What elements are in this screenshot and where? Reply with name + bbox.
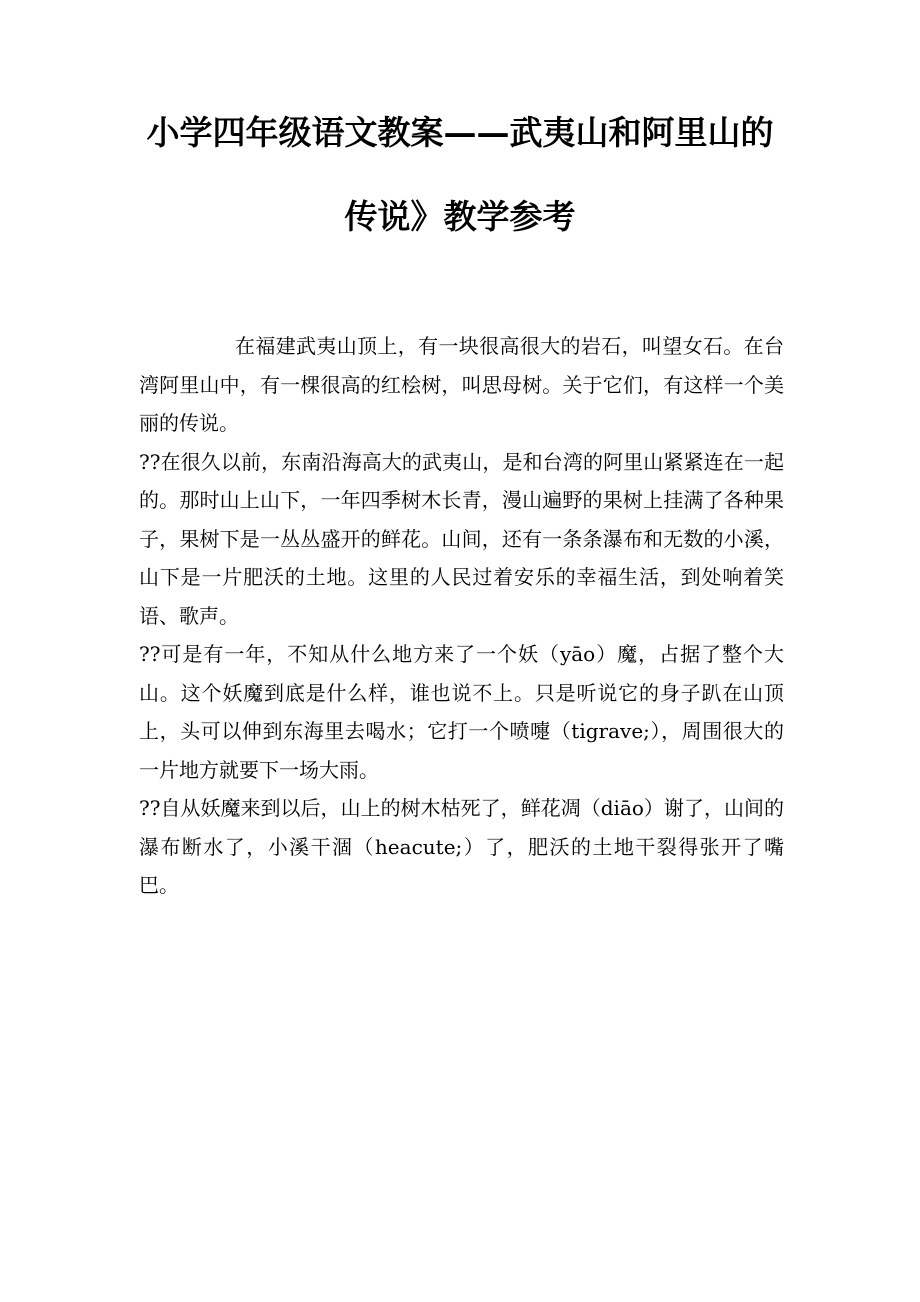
document-title-line-2: 传说》教学参考	[344, 197, 576, 236]
document-title-line-1: 小学四年级语文教案——武夷山和阿里山的	[146, 113, 774, 152]
paragraph-3: ??可是有一年，不知从什么地方来了一个妖（yāo）魔，占据了整个大山。这个妖魔到底是什么样，谁也说不上。只是听说它的身子趴在山顶上，头可以伸到东海里去喝水；它打一个喷嚏（tigrave;），周围很大的一片地方就要下一场大雨。	[139, 642, 784, 782]
paragraph-2: ??在很久以前，东南沿海高大的武夷山，是和台湾的阿里山紧紧连在一起的。那时山上山下，一年四季树木长青，漫山遍野的果树上挂满了各种果子，果树下是一丛丛盛开的鲜花。山间，还有一条条瀑布和无数的小溪，山下是一片肥沃的土地。这里的人民过着安乐的幸福生活，到处响着笑语、歌声。	[139, 449, 784, 628]
paragraph-1: 在福建武夷山顶上，有一块很高很大的岩石，叫望女石。在台湾阿里山中，有一棵很高的红桧树，叫思母树。关于它们，有这样一个美丽的传说。	[139, 334, 784, 435]
paragraph-4: ??自从妖魔来到以后，山上的树木枯死了，鲜花凋（diāo）谢了，山间的瀑布断水了，小溪干涸（heacute;）了，肥沃的土地干裂得张开了嘴巴。	[139, 796, 784, 897]
document-body	[139, 327, 784, 905]
